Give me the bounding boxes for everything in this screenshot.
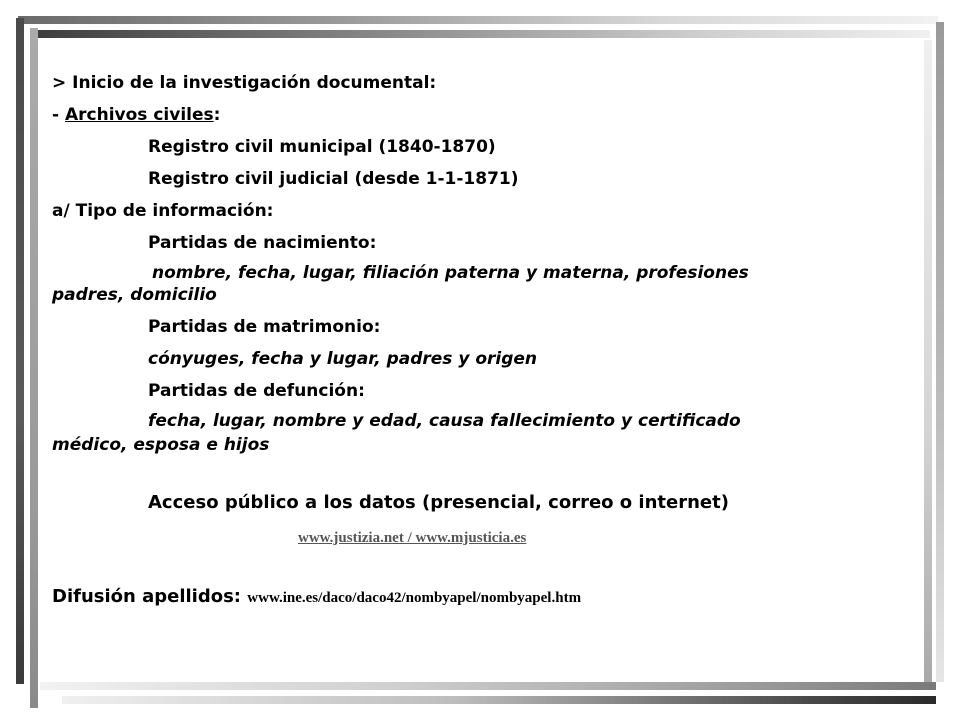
frame-bar-bottom-outer: [62, 696, 936, 704]
marriage-records-heading: Partidas de matrimonio:: [148, 317, 381, 337]
judicial-civil-registry: Registro civil judicial (desde 1-1-1871): [148, 169, 519, 189]
frame-bar-top-inner: [30, 30, 930, 38]
info-type-heading: a/ Tipo de información:: [52, 201, 274, 221]
justice-links[interactable]: [298, 526, 526, 549]
birth-records-details-2: padres, domicilio: [52, 285, 217, 305]
justice-websites-link[interactable]: www.justizia.net / www.mjusticia.es: [298, 530, 527, 546]
surname-distribution-label: Difusión apellidos:: [52, 586, 248, 607]
birth-records-details-1: nombre, fecha, lugar, filiación paterna y materna, profesiones: [152, 263, 749, 283]
heading-research-start: > Inicio de la investigación documental:: [52, 73, 437, 93]
frame-bar-bottom-inner: [40, 682, 936, 690]
death-records-details-1: fecha, lugar, nombre y edad, causa fallecimiento y certificado: [148, 411, 741, 431]
bullet-dash: -: [52, 105, 65, 125]
public-access-line: Acceso público a los datos (presencial, correo o internet): [148, 492, 729, 513]
frame-bar-right-outer: [936, 22, 944, 682]
frame-bar-left-inner: [30, 28, 38, 708]
frame-bar-top-outer: [18, 16, 938, 24]
marriage-records-details: cónyuges, fecha y lugar, padres y origen: [148, 349, 538, 369]
death-records-heading: Partidas de defunción:: [148, 381, 365, 401]
death-records-details-2: médico, esposa e hijos: [52, 435, 270, 455]
colon: :: [213, 105, 221, 125]
birth-records-heading: Partidas de nacimiento:: [148, 233, 377, 253]
surname-distribution-line: [52, 586, 581, 609]
frame-bar-left-outer: [16, 18, 24, 684]
ine-surnames-url[interactable]: www.ine.es/daco/daco42/nombyapel/nombyapel.htm: [247, 590, 582, 606]
frame-bar-right-inner: [924, 40, 932, 686]
civil-archives-link[interactable]: Archivos civiles: [64, 105, 214, 125]
municipal-civil-registry: Registro civil municipal (1840-1870): [148, 137, 496, 157]
civil-archives-line: [52, 104, 220, 126]
